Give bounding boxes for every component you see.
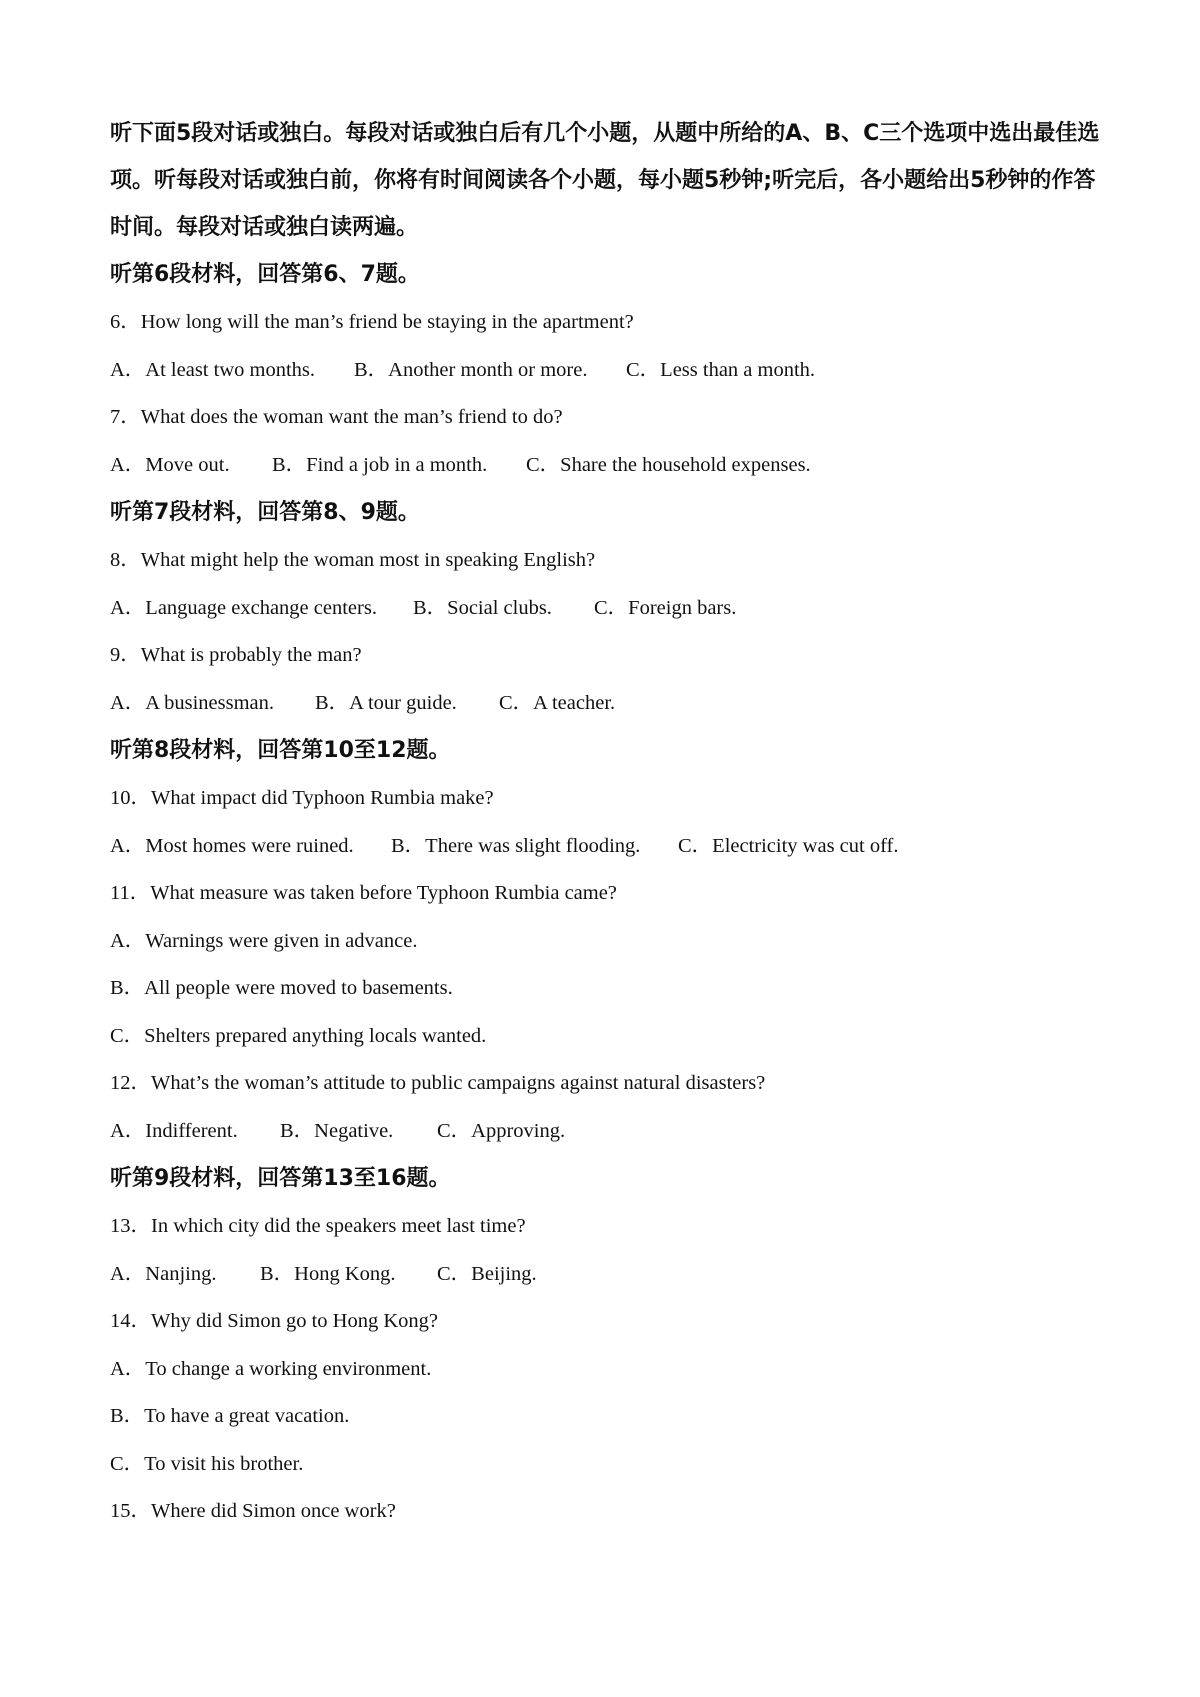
option-b: B．To have a great vacation. [110,1405,350,1427]
option-c: C．A teacher. [499,691,616,714]
question-stem: 15．Where did Simon once work? [110,1500,396,1522]
option-c: C．Share the household expenses. [526,453,811,476]
option-b: B．Find a job in a month. [272,453,488,476]
option-b: B．A tour guide. [315,691,457,714]
option-a: A．Move out. [110,453,230,476]
option-a: A．A businessman. [110,691,274,714]
options-row [110,1108,1110,1156]
question-stem: 14．Why did Simon go to Hong Kong? [110,1310,438,1332]
option-b: B．There was slight flooding. [391,834,641,857]
section-heading: 听第9段材料，回答第13至16题。 [110,1166,451,1191]
option-a: A．Most homes were ruined. [110,834,354,857]
option-b: B．Hong Kong. [260,1262,396,1285]
option-b: B．Another month or more. [354,358,588,381]
question-stem: 13．In which city did the speakers meet last time? [110,1215,526,1237]
question-stem: 7．What does the woman want the man’s friend to do? [110,406,563,428]
option-c: C．To visit his brother. [110,1452,304,1475]
question-stem: 8．What might help the woman most in speaking English? [110,549,596,571]
option-c: C．Beijing. [437,1262,537,1285]
question-stem: 10．What impact did Typhoon Rumbia make? [110,787,494,809]
option-b: B．Social clubs. [413,596,552,619]
question-stem: 11．What measure was taken before Typhoon Rumbia came? [110,882,617,904]
section-heading: 听第6段材料，回答第6、7题。 [110,262,420,287]
option-a: A．Language exchange centers. [110,596,377,619]
option-b: B．All people were moved to basements. [110,977,453,999]
options-row [110,442,1110,490]
options-row [110,585,1110,633]
question-stem: 12．What’s the woman’s attitude to public campaigns against natural disasters? [110,1072,766,1094]
exam-page [110,110,1110,1536]
options-row [110,1251,1110,1299]
options-row [110,347,1110,395]
question-stem: 9．What is probably the man? [110,644,362,666]
option-a: A．Nanjing. [110,1262,217,1285]
section-heading: 听第7段材料，回答第8、9题。 [110,500,420,525]
option-c: C．Foreign bars. [594,596,737,619]
option-c: C．Shelters prepared anything locals wanted. [110,1024,487,1047]
option-c: C．Less than a month. [626,358,816,381]
option-c: C．Approving. [437,1119,566,1142]
options-row [110,823,1110,871]
option-a: A．Warnings were given in advance. [110,929,418,952]
question-stem: 6．How long will the man’s friend be staying in the apartment? [110,311,634,333]
option-c: C．Electricity was cut off. [678,834,899,857]
options-row [110,680,1110,728]
instructions-paragraph: 听下面5段对话或独白。每段对话或独白后有几个小题，从题中所给的A、B、C三个选项中选出最佳选项。听每段对话或独白前，你将有时间阅读各个小题，每小题5秒钟;听完后，各小题给出5秒钟的作答时间。每段对话或独白读两遍。 [110,121,1100,240]
option-a: A．At least two months. [110,358,315,381]
option-b: B．Negative. [280,1119,394,1142]
option-a: A．Indifferent. [110,1119,238,1142]
section-heading: 听第8段材料，回答第10至12题。 [110,738,451,763]
option-a: A．To change a working environment. [110,1357,432,1380]
